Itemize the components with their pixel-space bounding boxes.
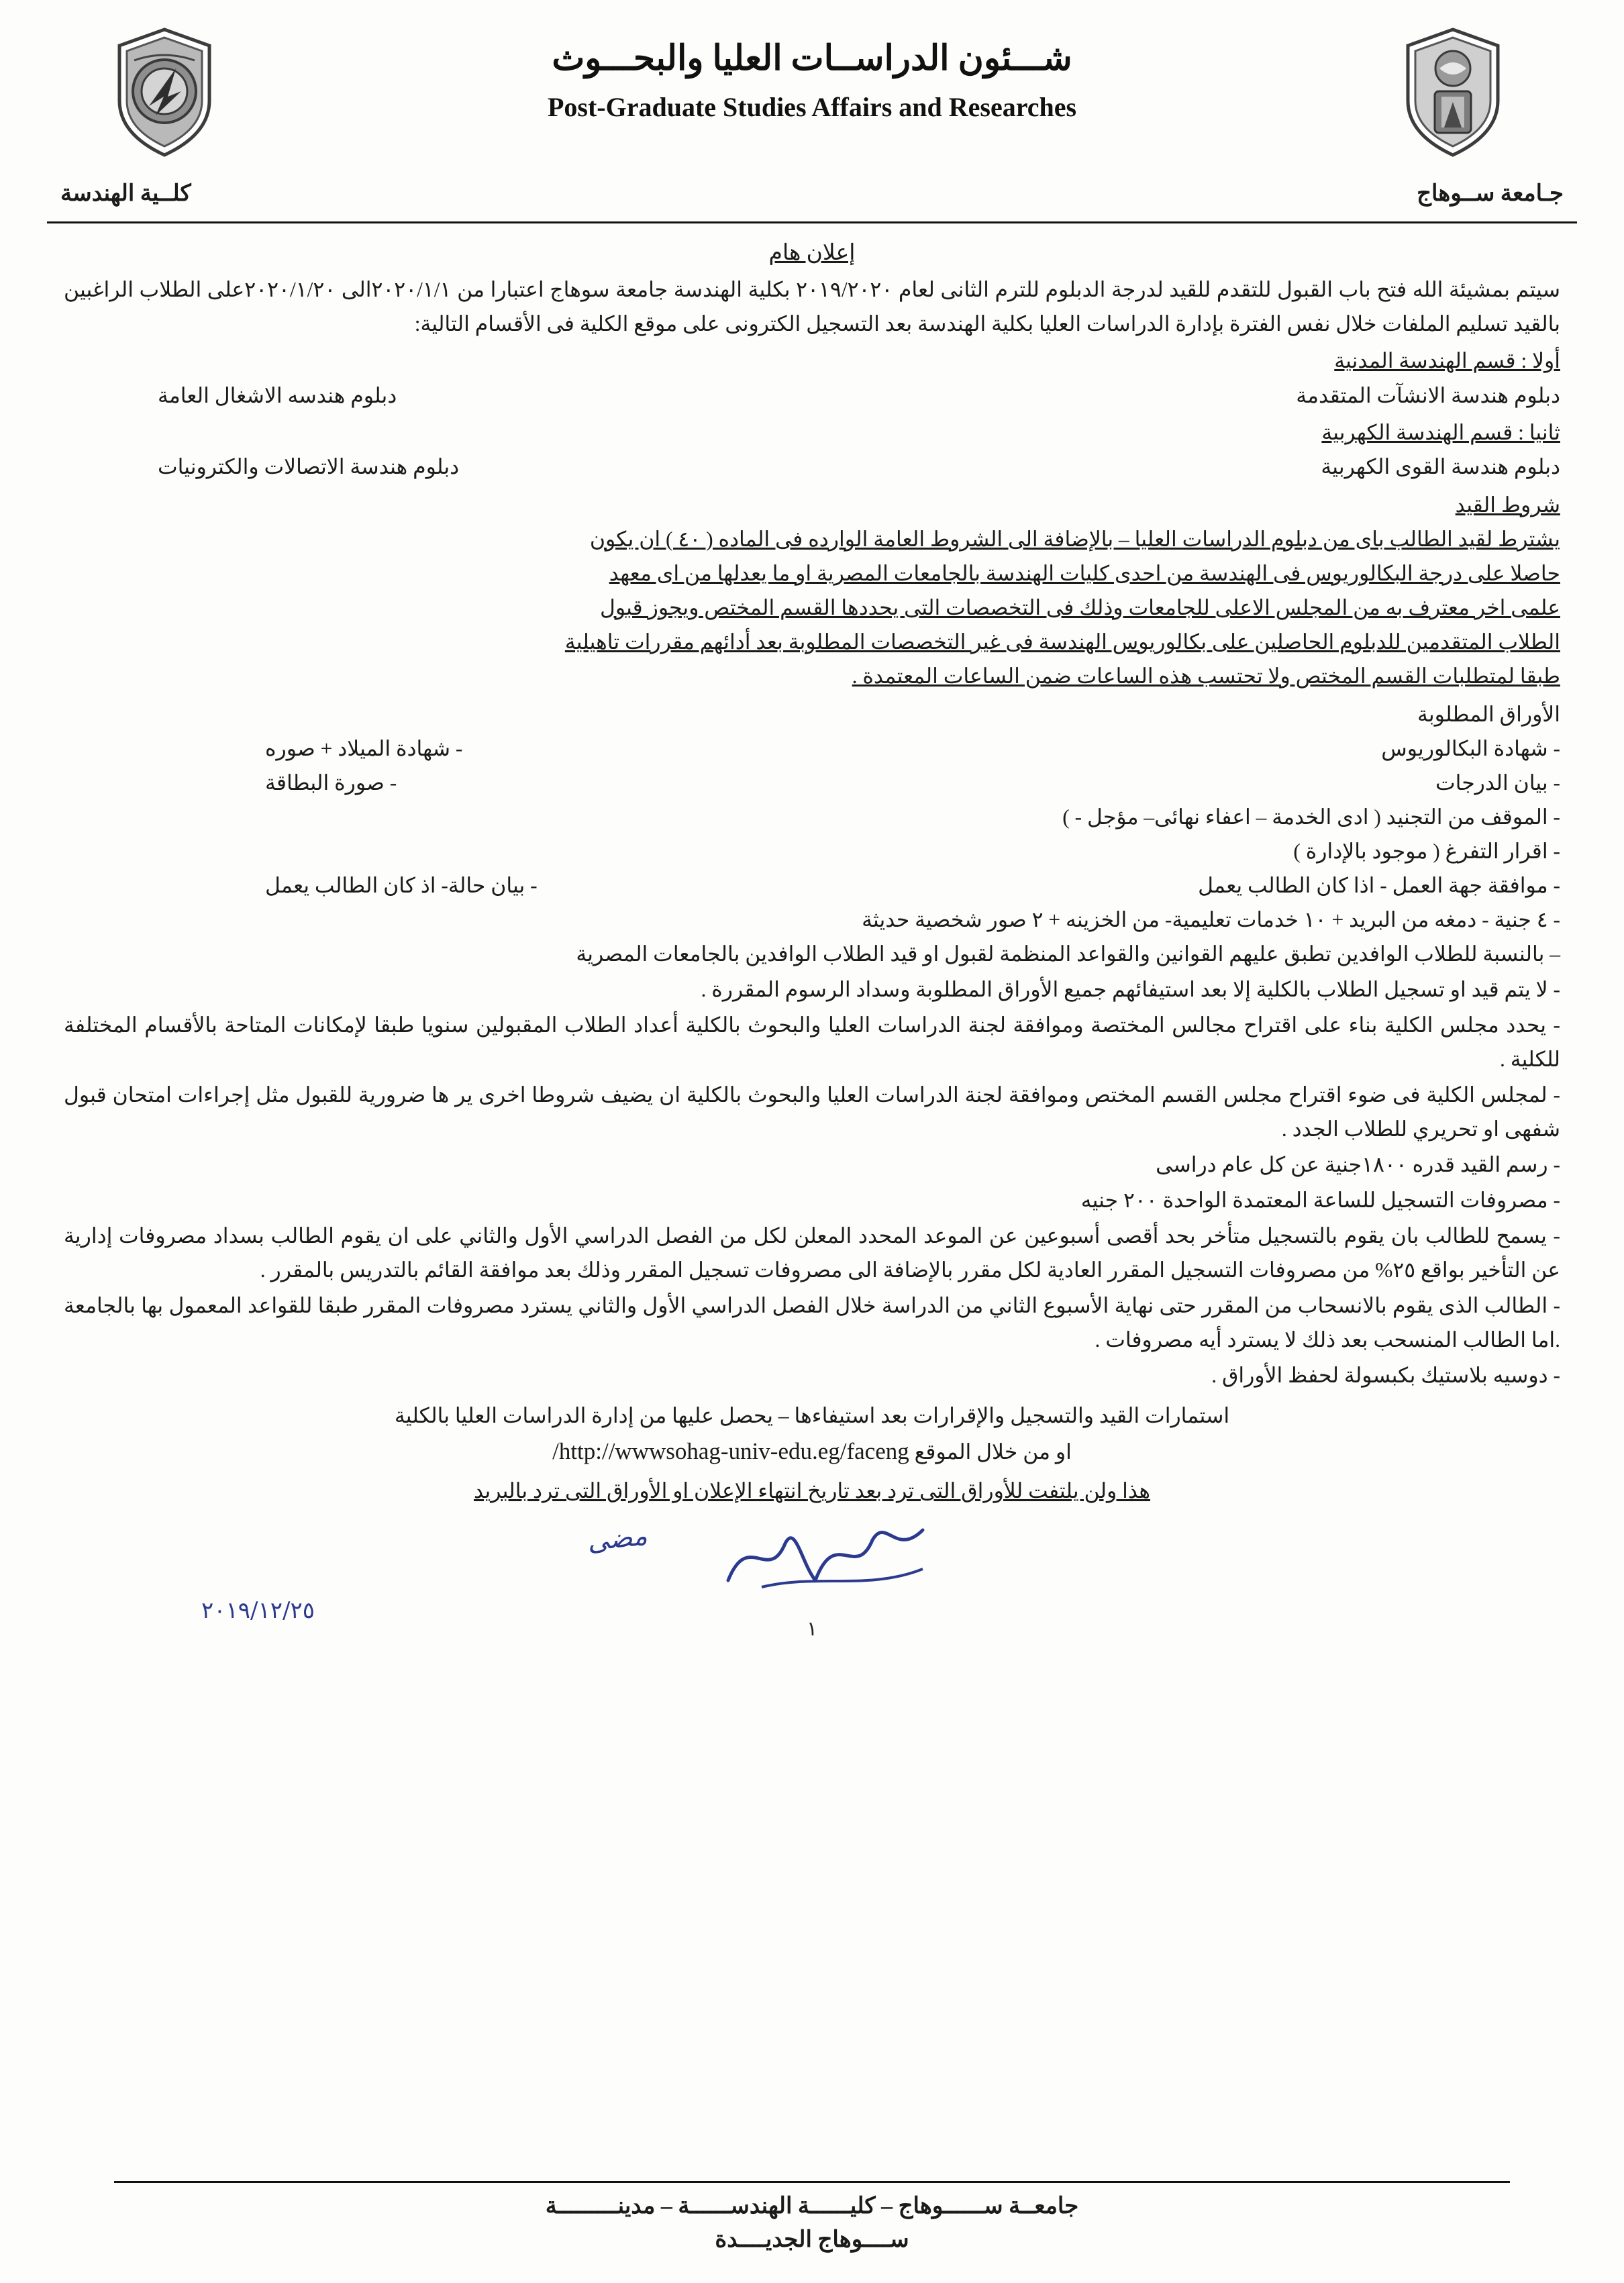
- required-paper-right: - موافقة جهة العمل - اذا كان الطالب يعمل: [1198, 873, 1560, 897]
- conditions-list: [64, 522, 1560, 693]
- required-paper-row: - الموقف من التجنيد ( ادى الخدمة – اعفاء نهائى– مؤجل - ): [1062, 805, 1560, 829]
- header-title-english: Post-Graduate Studies Affairs and Researches: [547, 92, 1077, 122]
- department-2-program-2: دبلوم هندسة الاتصالات والكترونيات: [158, 454, 460, 478]
- condition-line: علمى اخر معترف به من المجلس الاعلى للجامعات وذلك فى التخصصات التى يحددها القسم المختص ويجوز قبول: [600, 595, 1560, 619]
- sohag-university-crest-icon: [114, 27, 215, 161]
- required-paper-row: - اقرار التفرغ ( موجود بالإدارة ): [1293, 839, 1560, 863]
- closing-block: [64, 1399, 1560, 1509]
- closing-line-3: هذا ولن يلتفت للأوراق التى ترد بعد تاريخ انتهاء الإعلان او الأوراق التى ترد بالبريد: [473, 1479, 1151, 1503]
- note-item: - مصروفات التسجيل للساعة المعتمدة الواحدة ٢٠٠ جنيه: [1080, 1188, 1560, 1212]
- document-body: [64, 236, 1560, 1392]
- footer-divider: [114, 2181, 1510, 2183]
- faculty-name: كلــية الهندسة: [60, 181, 191, 206]
- condition-line: يشترط لقيد الطالب باى من دبلوم الدراسات العليا – بالإضافة الى الشروط العامة الوارده فى الماده ( ٤٠ ) ان يكون: [589, 527, 1560, 551]
- page-number: ١: [806, 1617, 818, 1640]
- required-paper-left: - بيان حالة- اذ كان الطالب يعمل: [265, 873, 538, 897]
- required-paper-right: - بيان الدرجات: [1435, 770, 1560, 795]
- document-footer: [0, 2181, 1624, 2256]
- condition-line: الطلاب المتقدمين للدبلوم الحاصلين على بكالوريوس الهندسة فى غير التخصصات المطلوبة بعد أدائهم مقررات تاهيلية: [564, 629, 1560, 654]
- department-1-programs: [64, 378, 1560, 413]
- note-item: - الطالب الذى يقوم بالانسحاب من المقرر حتى نهاية الأسبوع الثاني من الدراسة خلال الفصل الدراسي الأول والثاني يسترد مصروفات المقرر طبقا للقواعد المعمول بها بالجامعة .اما الطالب المنسحب بعد ذلك لا يسترد أيه مصروفات .: [64, 1293, 1560, 1352]
- department-2-heading: ثانيا : قسم الهندسة الكهربية: [1321, 420, 1560, 444]
- document-header: [54, 0, 1570, 221]
- required-paper-left: - صورة البطاقة: [265, 770, 397, 795]
- note-item: - يحدد مجلس الكلية بناء على اقتراح مجالس المختصة وموافقة لجنة الدراسات العليا والبحوث بالكلية أعداد الطلاب المقبولين سنويا طبقا لإمكانات المتاحة بالأقسام المختلفة للكلية .: [64, 1013, 1560, 1071]
- conditions-heading: شروط القيد: [1455, 493, 1560, 517]
- university-name: جـامعة ســوهاج: [1417, 181, 1564, 206]
- header-titles: [54, 37, 1570, 123]
- note-item: – بالنسبة للطلاب الوافدين تطبق عليهم القوانين والقواعد المنظمة لقبول او قيد الطلاب الوافدين بالجامعات المصرية: [576, 942, 1560, 966]
- note-item: - رسم القيد قدره ١٨٠٠جنية عن كل عام دراسى: [1156, 1152, 1560, 1176]
- required-paper-row: [64, 731, 1560, 766]
- required-paper-row: - ٤ جنية - دمغه من البريد + ١٠ خدمات تعليمية- من الخزينه + ٢ صور شخصية حديثة: [862, 907, 1560, 931]
- department-1-program-1: دبلوم هندسة الانشآت المتقدمة: [1296, 383, 1560, 407]
- closing-line-2-prefix: او من خلال الموقع: [914, 1440, 1072, 1464]
- department-1-heading: أولا : قسم الهندسة المدنية: [1334, 349, 1560, 373]
- announcement-title: إعلان هام: [768, 241, 856, 265]
- required-papers-heading: الأوراق المطلوبة: [1417, 702, 1560, 726]
- intro-paragraph: سيتم بمشيئة الله فتح باب القبول للتقدم للقيد لدرجة الدبلوم للترم الثانى لعام ٢٠١٩/٢٠٢٠ بكلية الهندسة جامعة سوهاج اعتبارا من ٢٠٢٠/١/١الى ٢٠٢٠/١/٢٠على الطلاب الراغبين بالقيد تسليم الملفات خلال نفس الفترة بإدارة الدراسات العليا بكلية الهندسة بعد التسجيل الكترونى على موقع الكلية فى الأقسام التالية:: [64, 278, 1560, 336]
- closing-line-2: [64, 1433, 1560, 1470]
- signature-area: [64, 1517, 1560, 1658]
- header-divider: [47, 221, 1577, 223]
- note-item: - لا يتم قيد او تسجيل الطلاب بالكلية إلا بعد استيفائهم جميع الأوراق المطلوبة وسداد الرسوم المقررة .: [701, 977, 1560, 1001]
- header-title-arabic: شـــئون الدراســات العليا والبحـــوث: [552, 40, 1072, 78]
- footer-address-line-2: ســــوهاج الجديــــدة: [715, 2227, 909, 2252]
- required-paper-row: [64, 766, 1560, 800]
- closing-line-1: استمارات القيد والتسجيل والإقرارات بعد استيفاءها – يحصل عليها من إدارة الدراسات العليا بالكلية: [394, 1403, 1230, 1427]
- department-2-program-1: دبلوم هندسة القوى الكهربية: [1321, 454, 1560, 478]
- handwritten-signature-scribble-icon: [721, 1517, 943, 1600]
- required-paper-left: - شهادة الميلاد + صوره: [265, 736, 463, 760]
- handwritten-signature-name: مضى: [585, 1520, 649, 1558]
- department-1-program-2: دبلوم هندسه الاشغال العامة: [158, 383, 397, 407]
- note-item: - يسمح للطالب بان يقوم بالتسجيل متأخر بحد أقصى أسبوعين عن الموعد المحدد المعلن لكل من الفصل الدراسي الأول والثاني على ان يقوم الطالب بسداد مصروفات إدارية عن التأخير بواقع ٢٥% من مصروفات التسجيل المقرر العادية لكل مقرر بالإضافة الى مصروفات تسجيل المقرر وذلك بعد موافقة القائم بالتدريس بالمقرر .: [64, 1223, 1560, 1282]
- faculty-of-engineering-crest-icon: [1403, 27, 1503, 161]
- header-institution-line: [54, 180, 1570, 207]
- website-url[interactable]: http://wwwsohag-univ-edu.eg/faceng/: [552, 1438, 909, 1465]
- note-item: - لمجلس الكلية فى ضوء اقتراح مجلس القسم المختص وموافقة لجنة الدراسات العليا والبحوث بالكلية ان يضيف شروطا اخرى ير ها ضرورية للقبول مثل إجراءات امتحان قبول شفهى او تحريري للطلاب الجدد .: [64, 1082, 1560, 1141]
- condition-line: حاصلا على درجة البكالوريوس فى الهندسة من احدى كليات الهندسة بالجامعات المصرية او ما يعدلها من اى معهد: [609, 561, 1560, 585]
- footer-address-line-1: جامعــة ســــــوهاج – كليــــــة الهندســــــة – مدينـــــــــة: [545, 2194, 1079, 2219]
- required-paper-row: [64, 868, 1560, 903]
- handwritten-date: ٢٠١٩/١٢/٢٥: [201, 1596, 315, 1624]
- department-2-programs: [64, 450, 1560, 484]
- note-item: - دوسيه بلاستيك بكبسولة لحفظ الأوراق .: [1211, 1363, 1560, 1387]
- condition-line: طبقا لمتطلبات القسم المختص ولا تحتسب هذه الساعات ضمن الساعات المعتمدة .: [852, 664, 1560, 688]
- required-paper-right: - شهادة البكالوريوس: [1381, 736, 1560, 760]
